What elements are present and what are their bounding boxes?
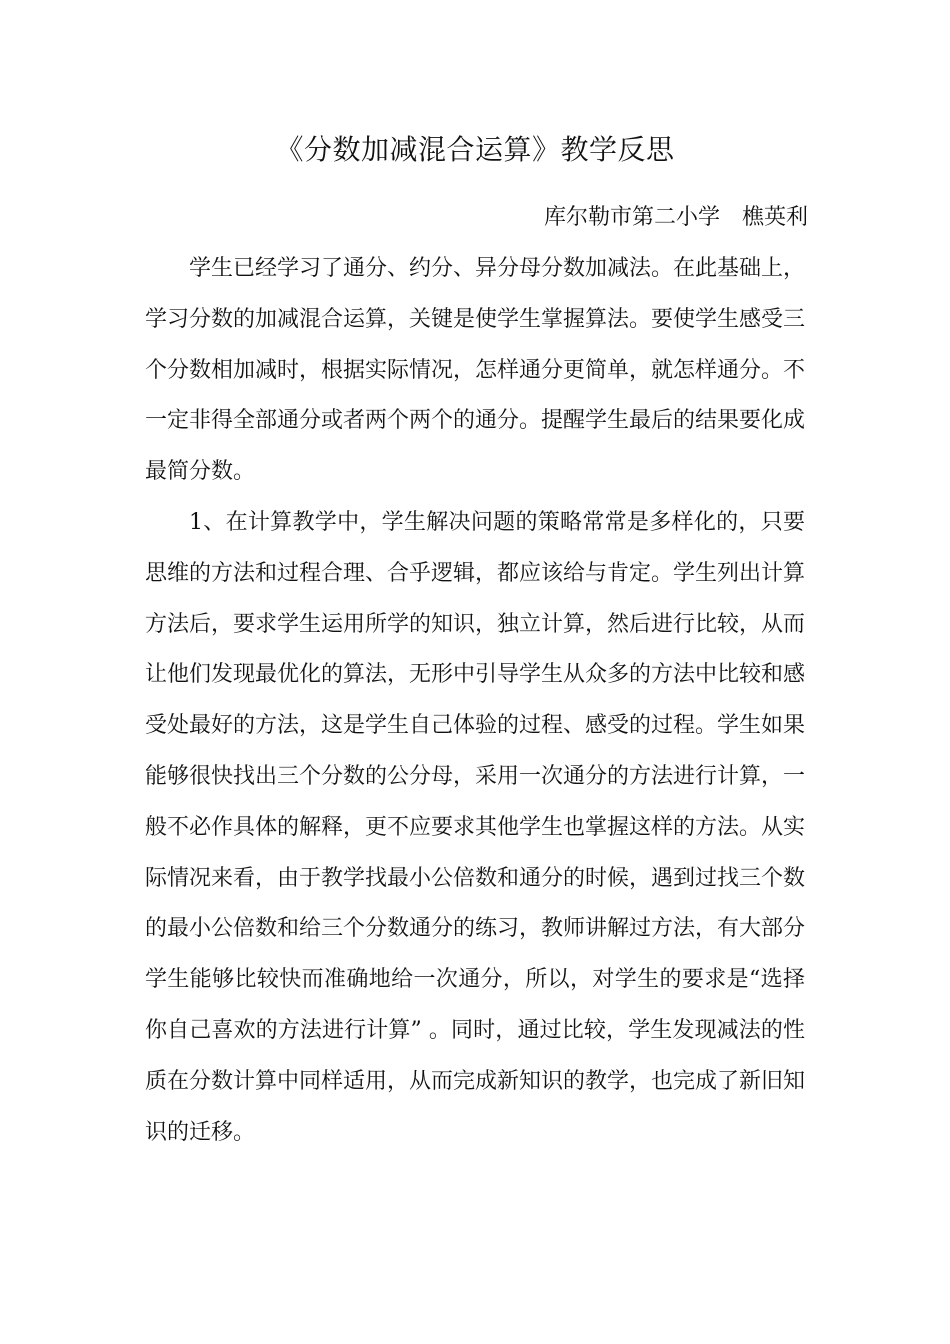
author-line: 库尔勒市第二小学 樵英利 — [543, 205, 808, 230]
paragraph-intro: 学生已经学习了通分、约分、异分母分数加减法。在此基础上，学习分数的加减混合运算，关键是使学生掌握算法。要使学生感受三个分数相加减时，根据实际情况，怎样通分更简单，就怎样通分。不一定非得全部通分或者两个两个的通分。提醒学生最后的结果要化成最简分数。 — [145, 256, 806, 485]
document-title: 《分数加减混合运算》教学反思 — [275, 133, 675, 166]
paragraph-point-1: 1、在计算教学中，学生解决问题的策略常常是多样化的，只要思维的方法和过程合理、合乎逻辑，都应该给与肯定。学生列出计算方法后，要求学生运用所学的知识，独立计算，然后进行比较，从而让他们发现最优化的算法，无形中引导学生从众多的方法中比较和感受处最好的方法，这是学生自己体验的过程、感受的过程。学生如果能够很快找出三个分数的公分母，采用一次通分的方法进行计算，一般不必作具体的解释，更不应要求其他学生也掌握这样的方法。从实际情况来看，由于教学找最小公倍数和通分的时候，遇到过找三个数的最小公倍数和给三个分数通分的练习，教师讲解过方法，有大部分学生能够比较快而准确地给一次通分，所以，对学生的要求是“选择你自己喜欢的方法进行计算” 。同时，通过比较，学生发现减法的性质在分数计算中同样适用，从而完成新知识的教学，也完成了新旧知识的迁移。 — [145, 509, 806, 1145]
document-body — [145, 244, 805, 1158]
